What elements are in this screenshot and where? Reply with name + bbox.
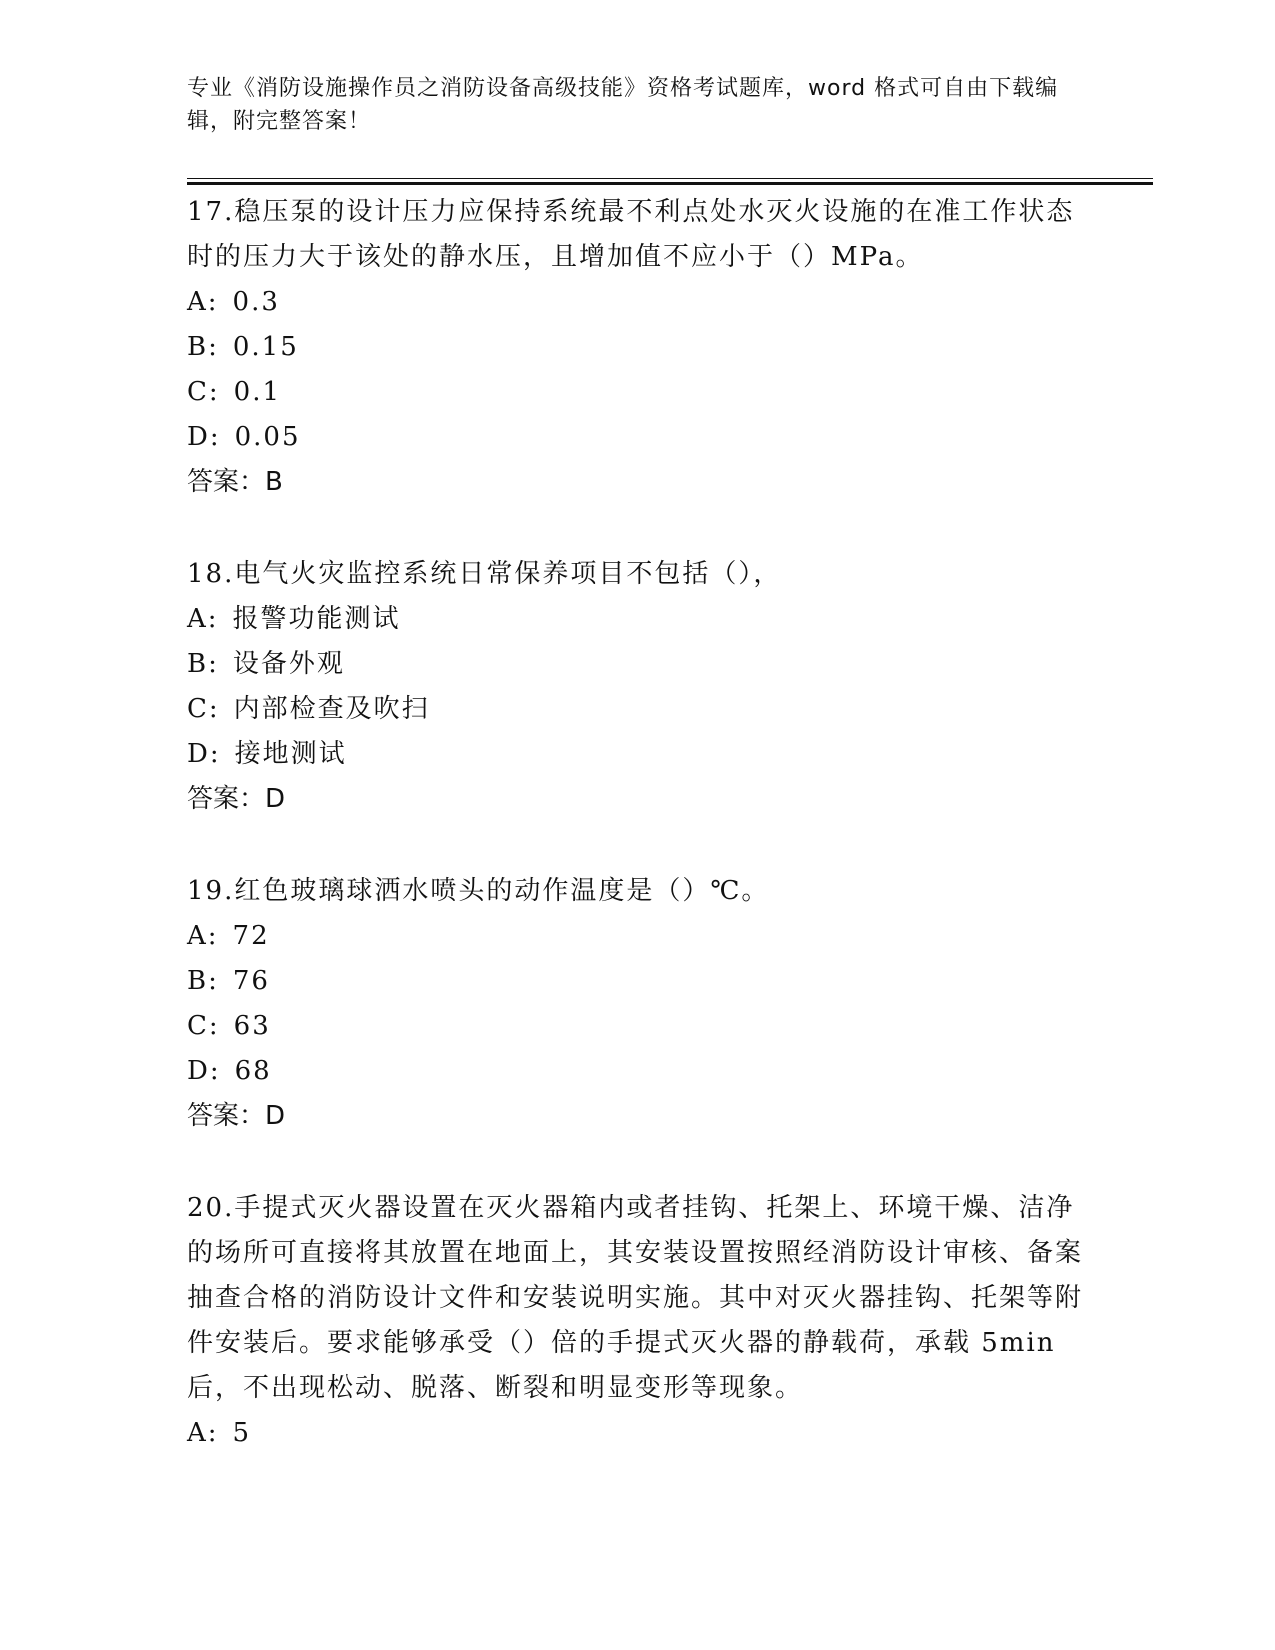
question-text: 18.电气火灾监控系统日常保养项目不包括（）， <box>187 559 782 589</box>
option-key: C: <box>187 1011 220 1041</box>
question-18 <box>187 552 1087 822</box>
option-key: B: <box>187 332 219 362</box>
option-key: A: <box>187 921 219 951</box>
option-key: B: <box>187 966 219 996</box>
answer: 答案：D <box>187 1101 286 1131</box>
option-c <box>187 1004 1087 1049</box>
option-a <box>187 280 1087 325</box>
answer: 答案：B <box>187 467 283 497</box>
option-b <box>187 959 1087 1004</box>
option-d <box>187 732 1087 777</box>
answer: 答案：D <box>187 784 286 814</box>
option-key: A: <box>187 1418 219 1448</box>
spacer <box>187 822 1087 869</box>
option-value: 0.15 <box>232 332 299 362</box>
option-value: 63 <box>233 1011 271 1041</box>
question-text: 20.手提式灭火器设置在灭火器箱内或者挂钩、托架上、环境干燥、洁净的场所可直接将其放置在地面上，其安装设置按照经消防设计审核、备案抽查合格的消防设计文件和安装说明实施。其中对灭火器挂钩、托架等附件安装后。要求能够承受（）倍的手提式灭火器的静载荷，承载 5min 后，不出现松动、脱落、断裂和明显变形等现象。 <box>187 1193 1084 1403</box>
option-b <box>187 642 1087 687</box>
option-a <box>187 597 1087 642</box>
option-value: 72 <box>232 921 270 951</box>
option-value: 设备外观 <box>232 649 345 679</box>
option-d <box>187 415 1087 460</box>
option-c <box>187 687 1087 732</box>
option-key: D: <box>187 422 221 452</box>
option-b <box>187 325 1087 370</box>
option-c <box>187 370 1087 415</box>
option-key: D: <box>187 1056 221 1086</box>
option-value: 5 <box>232 1418 252 1448</box>
option-key: D: <box>187 739 221 769</box>
option-value: 0.3 <box>232 287 280 317</box>
option-value: 76 <box>232 966 270 996</box>
option-value: 0.1 <box>233 377 282 407</box>
option-key: A: <box>187 604 219 634</box>
option-key: C: <box>187 694 220 724</box>
header-rule-thin <box>187 178 1153 179</box>
document-header: 专业《消防设施操作员之消防设备高级技能》资格考试题库，word 格式可自由下载编辑，附完整答案！ <box>187 76 1059 134</box>
question-17 <box>187 190 1087 505</box>
option-a <box>187 1411 1087 1456</box>
question-20 <box>187 1186 1087 1456</box>
spacer <box>187 1139 1087 1186</box>
option-key: A: <box>187 287 219 317</box>
option-value: 68 <box>234 1056 272 1086</box>
spacer <box>187 505 1087 552</box>
option-value: 报警功能测试 <box>232 604 401 634</box>
option-a <box>187 914 1087 959</box>
question-19 <box>187 869 1087 1139</box>
option-d <box>187 1049 1087 1094</box>
question-text: 17.稳压泵的设计压力应保持系统最不利点处水灭火设施的在准工作状态时的压力大于该处的静水压，且增加值不应小于（）MPa。 <box>187 197 1075 272</box>
option-value: 内部检查及吹扫 <box>233 694 430 724</box>
option-value: 0.05 <box>234 422 301 452</box>
option-key: B: <box>187 649 219 679</box>
question-text: 19.红色玻璃球洒水喷头的动作温度是（）℃。 <box>187 876 770 906</box>
option-value: 接地测试 <box>234 739 347 769</box>
question-list <box>187 190 1087 1456</box>
option-key: C: <box>187 377 220 407</box>
header-rule-thick <box>187 182 1153 185</box>
